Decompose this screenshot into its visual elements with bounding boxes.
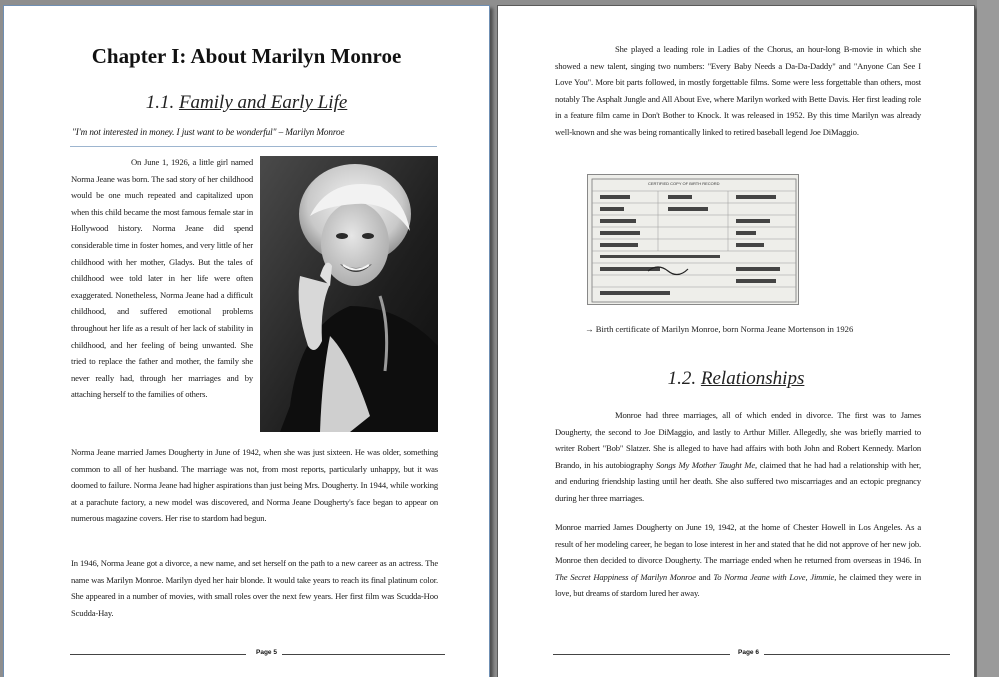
section-number: 1.1. (145, 92, 175, 113)
text-run: , claimed that he had had a relationship with her, and enduring friendship lasting until her death. She also suffered two miscarriages and an ectopic pregnancy during her three marriages. (555, 459, 922, 503)
paragraph-3 (71, 555, 438, 621)
paragraph-2 (71, 444, 438, 527)
footer-line-left (70, 654, 246, 655)
text-run: , he claimed they were in love, but dreams of stardom lured her away. (555, 571, 921, 599)
text-run: and (695, 571, 714, 582)
right-paragraph-1 (555, 41, 921, 141)
footer-line-right (282, 654, 445, 655)
book-title: To Norma Jeane with Love, Jimmie (713, 571, 835, 582)
paragraph-1-text: On June 1, 1926, a little girl named Norma Jeane was born. The sad story of her childhood would be one much repeated and capitalized upon when this child became the most famous female star in Hollywood history. Norma Jeane did spend considerable time in foster homes, and very little of her childhood with her mother, Gladys. But the tales of childhood wee told later in her life were often exaggerated. Nonetheless, Norma Jeane had a difficult childhood, and suffered emotional problems throughout her life as a result of her lack of stability in childhood, and her feeling of being unwanted. She tried to replace the father and mother, the family she never really had, through her marriages and by attaching herself to the families of others. (71, 157, 253, 400)
page-footer-left (70, 649, 445, 659)
document-page-right (497, 5, 975, 677)
text-run: Monroe married James Dougherty on June 19, 1942, at the home of Chester Howell in Los Angeles. As a result of her modeling career, he began to lose interest in her and stated that he did not approve of her new job. Monroe then decided to divorce Dougherty. The marriage ended when he returned from overseas in 1946. In (555, 522, 921, 566)
quote: "I'm not interested in money. I just want to be wonderful" – Marilyn Monroe (72, 127, 345, 137)
certificate-title: CERTIFIED COPY OF BIRTH RECORD (648, 181, 720, 186)
section-heading-relationships (498, 368, 974, 390)
right-paragraph-3 (555, 519, 921, 602)
right-paragraph-1-text: She played a leading role in Ladies of the Chorus, an hour-long B-movie in which she showed a new talent, singing two numbers: "Every Baby Needs a Da-Da-Daddy" and "Anyone Can See I Love You". More bit parts followed, in mostly forgettable films. Some were less forgettable than others, most notably The Asphalt Jungle and All About Eve, where Marilyn worked with Bette Davis. Her first leading role in a feature film came in Don't Bother to Knock. It was released in 1952. By this time Marilyn was already well-known and she was being romantically linked to retired baseball legend Joe DiMaggio. (555, 44, 921, 137)
document-page-left (3, 5, 490, 677)
page-number: Page 6 (738, 649, 759, 656)
page-footer-right (553, 649, 950, 659)
paragraph-2-text: Norma Jeane married James Dougherty in June of 1942, when she was just sixteen. He was older, something common to all of her husband. The marriage was not, from most reports, particularly unhappy, but it was doomed to failure. Norma Jeane had higher aspirations than just being Mrs. Dougherty. In 1944, while working at a parachute factory, a new model was discovered, and Norma Jeane Dougherty's face began to appear on numerous magazine covers. Her rise to stardom had begun. (71, 447, 438, 524)
section-number: 1.2. (667, 368, 697, 389)
paragraph-3-text: In 1946, Norma Jeane got a divorce, a new name, and set herself on the path to a new career as an actress. The name was Marilyn Monroe. Marilyn dyed her hair blonde. It would take years to reach its final platinum color. She appeared in a number of movies, with small roles over the next few years. Her first film was Scudda-Hoo Scudda-Hay. (71, 558, 438, 618)
marilyn-monroe-photo (260, 156, 438, 432)
right-paragraph-3-text (555, 519, 921, 602)
right-paragraph-2-text (555, 407, 921, 507)
section-heading-family (4, 92, 489, 114)
workspace-background (977, 0, 999, 677)
paragraph-1 (71, 154, 253, 403)
page-number: Page 5 (256, 649, 277, 656)
text-run: Monroe had three marriages, all of which ended in divorce. The first was to James Dougherty, the second to Joe DiMaggio, and lastly to Arthur Miller. Allegedly, she was briefly married to writer Robert "Bob" Slatzer. She is alleged to have had affairs with both John and Robert Kennedy. Marlon Brando, in his autobiography (555, 410, 921, 470)
footer-line-left (553, 654, 730, 655)
section-title: Family and Early Life (178, 92, 348, 113)
book-title: Songs My Mother Taught Me (655, 459, 756, 470)
right-paragraph-2 (555, 407, 921, 507)
quote-divider (70, 146, 437, 147)
image-caption: → Birth certificate of Marilyn Monroe, born Norma Jeane Mortenson in 1926 (585, 324, 854, 334)
book-title: The Secret Happiness of Marilyn Monroe (555, 571, 696, 582)
footer-line-right (764, 654, 950, 655)
birth-certificate-image (587, 174, 799, 305)
section-title: Relationships (700, 368, 805, 389)
chapter-title: Chapter I: About Marilyn Monroe (91, 44, 402, 68)
